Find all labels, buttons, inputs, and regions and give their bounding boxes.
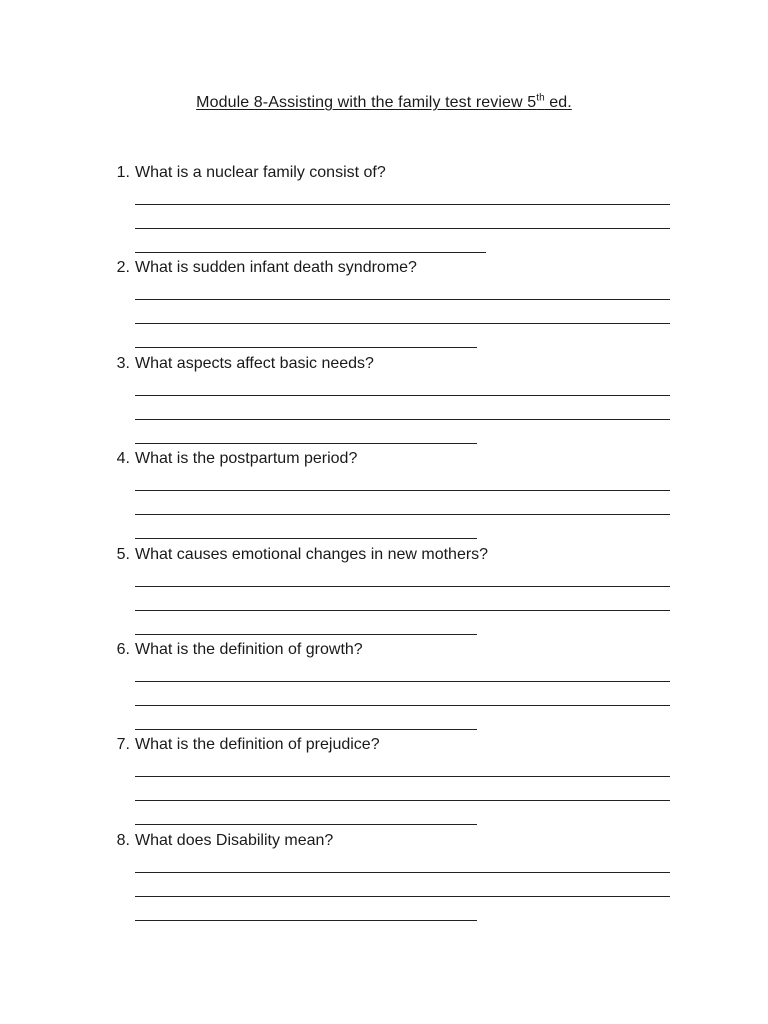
- answer-line[interactable]: [135, 824, 477, 825]
- question-text: What aspects affect basic needs?: [135, 354, 374, 372]
- question-text: What is the definition of prejudice?: [135, 736, 380, 754]
- document-title: [0, 94, 768, 112]
- answer-line[interactable]: [135, 586, 670, 587]
- question-number: 8.: [116, 831, 130, 849]
- answer-line[interactable]: [135, 514, 670, 515]
- question-number: 3.: [116, 354, 130, 372]
- answer-line[interactable]: [135, 705, 670, 706]
- answer-line[interactable]: [135, 323, 670, 324]
- answer-line[interactable]: [135, 228, 670, 229]
- answer-line[interactable]: [135, 252, 486, 253]
- answer-line[interactable]: [135, 204, 670, 205]
- question-item: [0, 257, 768, 352]
- question-number: 2.: [116, 259, 130, 277]
- question-list: [0, 162, 768, 925]
- answer-line[interactable]: [135, 634, 477, 635]
- answer-line[interactable]: [135, 443, 477, 444]
- title-end-text: ed.: [544, 94, 572, 111]
- question-item: [0, 353, 768, 448]
- title-superscript: th: [536, 92, 545, 104]
- question-item: [0, 448, 768, 543]
- question-item: [0, 639, 768, 734]
- question-text: What is the definition of growth?: [135, 640, 363, 658]
- question-item: [0, 734, 768, 829]
- answer-line[interactable]: [135, 872, 670, 873]
- question-item: [0, 162, 768, 257]
- question-text: What is sudden infant death syndrome?: [135, 259, 417, 277]
- answer-line[interactable]: [135, 347, 477, 348]
- question-text: What is a nuclear family consist of?: [135, 164, 386, 181]
- answer-line[interactable]: [135, 681, 670, 682]
- question-number: 5.: [116, 545, 130, 563]
- question-item: [0, 544, 768, 639]
- answer-line[interactable]: [135, 896, 670, 897]
- question-number: 1.: [116, 164, 130, 181]
- answer-line[interactable]: [135, 800, 670, 801]
- answer-line[interactable]: [135, 299, 670, 300]
- question-item: [0, 830, 768, 925]
- question-number: 6.: [116, 640, 130, 658]
- answer-line[interactable]: [135, 538, 477, 539]
- question-text: What causes emotional changes in new mothers?: [135, 545, 489, 563]
- answer-line[interactable]: [135, 729, 477, 730]
- title-main-text: Module 8-Assisting with the family test review 5: [196, 94, 537, 111]
- answer-line[interactable]: [135, 419, 670, 420]
- answer-line[interactable]: [135, 610, 670, 611]
- question-number: 7.: [116, 736, 130, 754]
- answer-line[interactable]: [135, 490, 670, 491]
- question-text: What does Disability mean?: [135, 831, 334, 849]
- answer-line[interactable]: [135, 920, 477, 921]
- answer-line[interactable]: [135, 395, 670, 396]
- question-number: 4.: [116, 450, 130, 468]
- answer-line[interactable]: [135, 776, 670, 777]
- question-text: What is the postpartum period?: [135, 450, 358, 468]
